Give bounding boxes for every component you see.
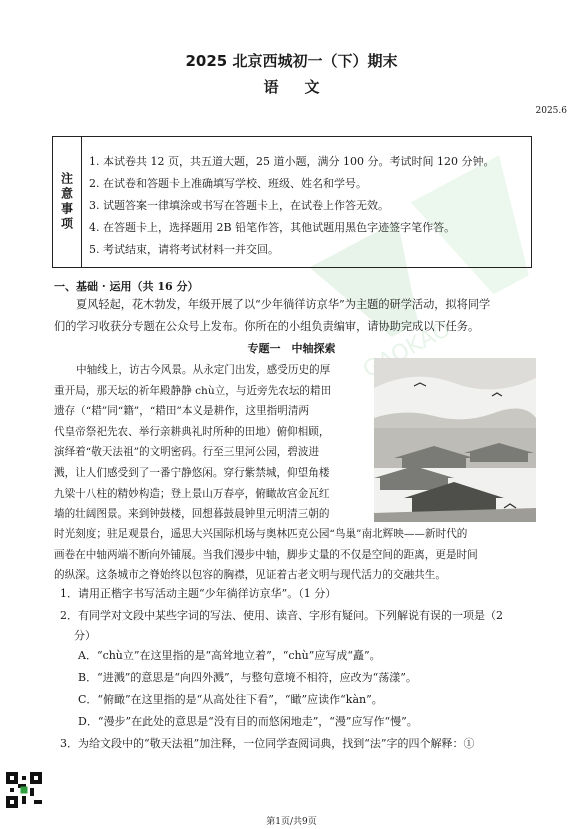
option-d: D．“漫步”在此处的意思是“没有目的而悠闲地走”，“漫”应写作“慢”。 (78, 715, 418, 728)
passage-line: 重开局，那天坛的祈年殿静静 chù立，与近旁先农坛的耤田 (54, 384, 332, 397)
notice-label-cell (53, 137, 82, 267)
subject-title: 语文 (263, 78, 346, 96)
passage-line: 代皇帝祭祀先农、举行亲耕典礼时所种的田地）俯仰相顾， (54, 425, 330, 438)
topic-title: 专题一 中轴探索 (247, 342, 336, 355)
palace-illustration (374, 358, 536, 522)
passage-continued (54, 524, 536, 586)
passage-line: 九梁十八柱的精妙构造；登上景山万春亭，俯瞰故宫金瓦红 (54, 487, 330, 500)
passage-line: 画卷在中轴两端不断向外铺展。当我们漫步中轴，脚步丈量的不仅是空间的距离，更是时间 (54, 548, 478, 561)
intro-line-2: 们的学习收获分专题在公众号上发布。你所在的小组负责编审，请协助完成以下任务。 (54, 320, 480, 333)
passage-line: 中轴线上，访古今风景。从永定门出发，感受历史的厚 (76, 364, 331, 376)
question-1: 1．请用正楷字书写活动主题“少年徜徉访京华”。（1 分） (60, 587, 337, 600)
question-2-cont: 分） (74, 629, 96, 642)
question-3: 3．为给文段中的“敬天法祖”加注释，一位同学查阅词典，找到“法”字的四个解释：① (60, 737, 475, 750)
page-title: 2025 北京西城初一（下）期末 (185, 52, 398, 70)
notice-box (52, 136, 532, 268)
page-footer: 第1页/共9页 (266, 817, 317, 827)
intro-line-1: 夏风轻起，花木勃发，年级开展了以“少年徜徉访京华”为主题的研学活动，拟将同学 (76, 298, 491, 311)
passage-line: 时光刻度；驻足观景台，遥思大兴国际机场与奥林匹克公园“鸟巢”南北辉映——新时代的 (54, 528, 468, 540)
qr-code-icon (6, 772, 42, 808)
passage-line: 遗存（“耤”同“籍”，“耤田”本义是耕作，这里指明清两 (54, 405, 309, 418)
notice-item: 1. 本试卷共 12 页，共五道大题，25 道小题，满分 100 分。考试时间 120 分钟。 (89, 155, 495, 168)
question-2: 2．有同学对文段中某些字词的写法、使用、读音、字形有疑问。下列解说有误的一项是（2 (60, 609, 503, 622)
notice-item: 5. 考试结束，请将考试材料一并交回。 (89, 243, 279, 256)
notice-item: 4. 在答题卡上，选择题用 2B 铅笔作答，其他试题用黑色字迹签字笔作答。 (89, 221, 456, 234)
watermark-text: GAOKAO (359, 316, 455, 384)
section-heading: 一、基础 · 运用（共 16 分） (54, 280, 199, 293)
passage-line: 溅，让人们感受到了一番宁静悠闲。穿行紫禁城，仰望角楼 (54, 466, 330, 479)
notice-item: 3. 试题答案一律填涂或书写在答题卡上，在试卷上作答无效。 (89, 199, 389, 212)
notice-list (89, 151, 494, 261)
option-a: A．“chù立”在这里指的是“高耸地立着”，“chù”应写成“矗”。 (78, 649, 381, 662)
option-b: B．“进溅”的意思是“向四外溅”，与整句意境不相符，应改为“荡漾”。 (78, 671, 417, 684)
notice-label: 注意事项 (59, 172, 74, 232)
notice-item: 2. 在试卷和答题卡上准确填写学校、班级、姓名和学号。 (89, 177, 367, 190)
option-c: C．“俯瞰”在这里指的是“从高处往下看”，“瞰”应读作“kàn”。 (78, 693, 383, 706)
passage-line: 演绎着“敬天法祖”的文明密码。行至三里河公园，碧波进 (54, 446, 320, 459)
passage-line: 墙的壮阔图景。来到钟鼓楼，回想暮鼓晨钟里元明清三朝的 (54, 508, 330, 521)
passage-line: 的纵深。这条城市之脊始终以包容的胸襟，见证着古老文明与现代活力的交融共生。 (54, 569, 446, 582)
passage-text (54, 360, 370, 525)
exam-date: 2025.6 (535, 106, 567, 116)
